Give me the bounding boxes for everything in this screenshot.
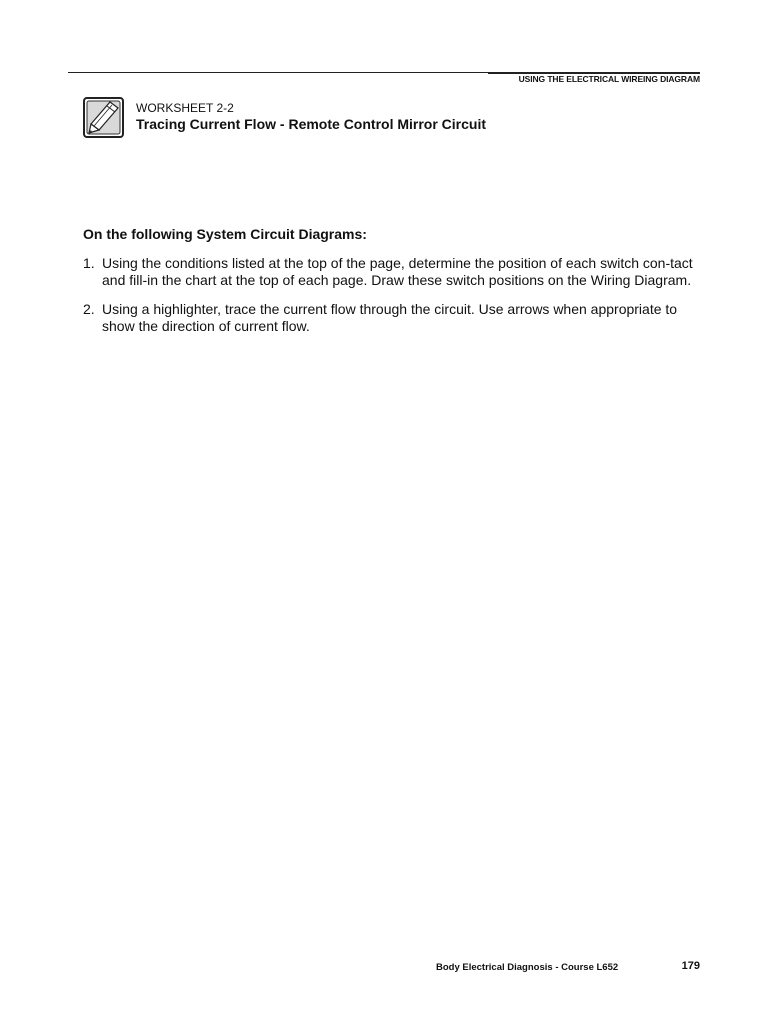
pencil-on-paper-icon xyxy=(83,97,125,139)
running-head: USING THE ELECTRICAL WIREING DIAGRAM xyxy=(518,74,700,84)
instruction-item xyxy=(83,255,703,289)
instruction-text: Using the conditions listed at the top of the page, determine the position of each switch con-tact and fill-in the chart at the top of each page. Draw these switch positions on the Wiring Diagram. xyxy=(102,255,693,288)
instruction-number: 1. xyxy=(83,255,95,271)
worksheet-title: Tracing Current Flow - Remote Control Mirror Circuit xyxy=(136,116,487,132)
instruction-list xyxy=(83,255,703,347)
footer-course-title: Body Electrical Diagnosis - Course L652 xyxy=(436,962,619,973)
instruction-item xyxy=(83,301,703,335)
instruction-text: Using a highlighter, trace the current flow through the circuit. Use arrows when appropriate to show the direction of current flow. xyxy=(102,301,678,334)
worksheet-label: WORKSHEET 2-2 xyxy=(136,101,234,115)
page-number: 179 xyxy=(681,960,700,972)
instruction-number: 2. xyxy=(83,301,95,317)
section-heading: On the following System Circuit Diagrams: xyxy=(83,226,367,242)
